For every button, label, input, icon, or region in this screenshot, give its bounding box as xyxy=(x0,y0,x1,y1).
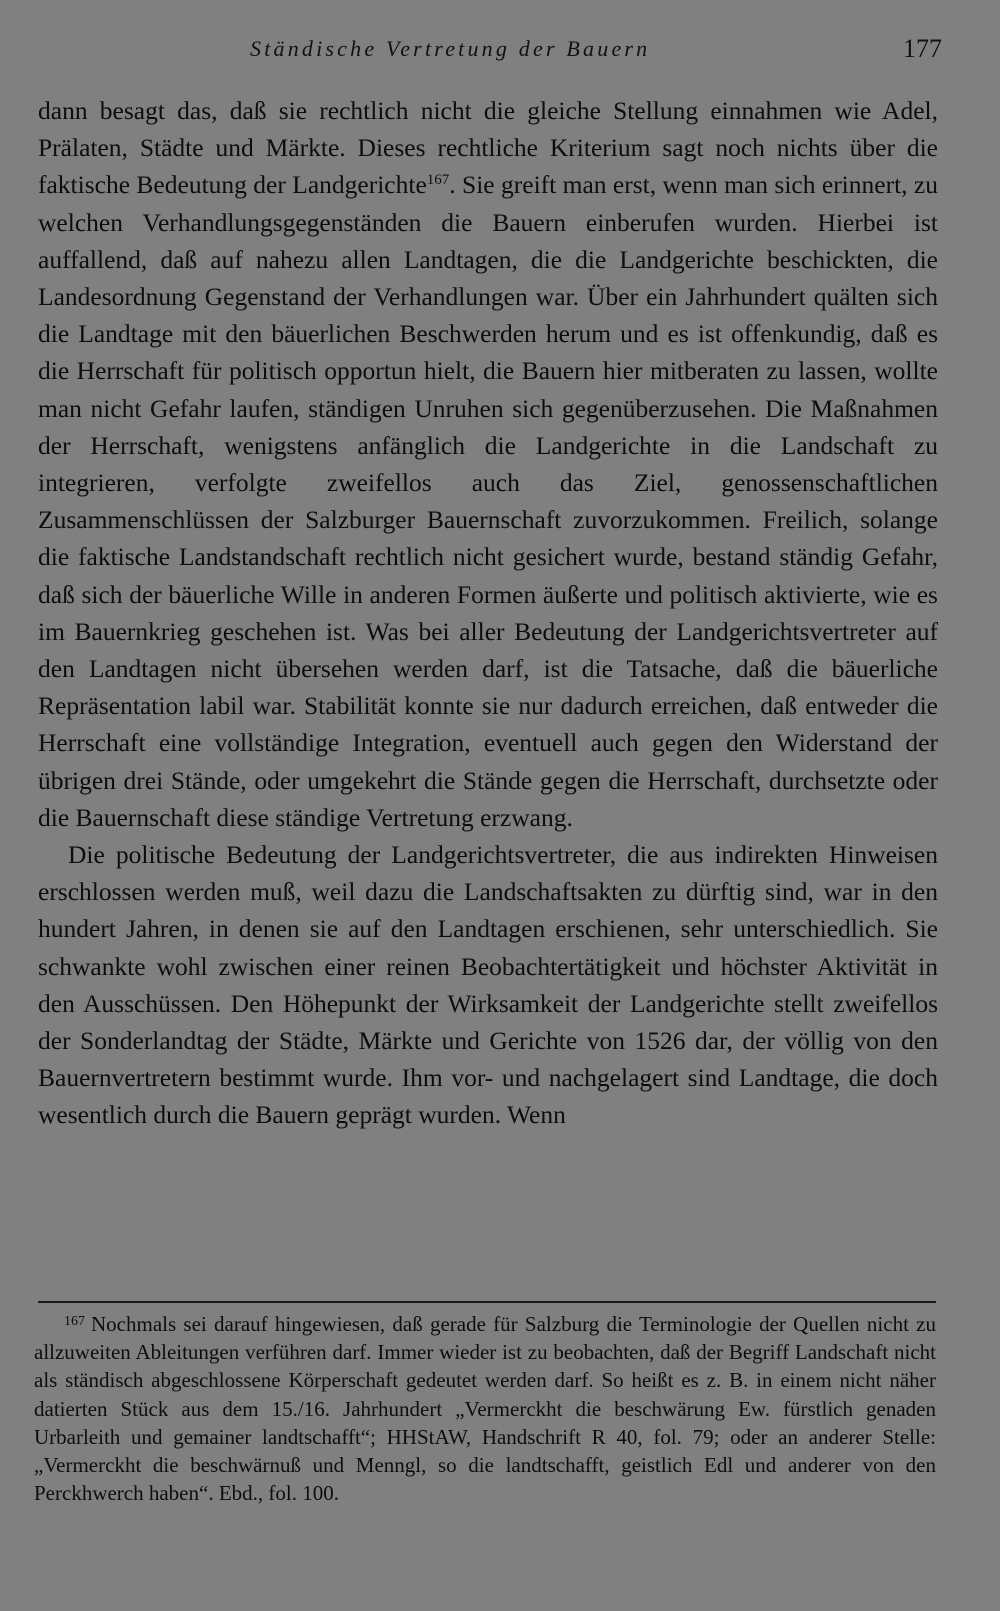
paragraph-1-part-a: dann besagt das, daß sie rechtlich nicht die gleiche Stellung einnahmen wie Adel, Prälaten, Städte und Märkte. Dieses rechtliche Kriterium sagt noch nichts über die faktische Bedeutung der Landgerichte xyxy=(38,96,938,200)
paragraph-1-part-b: . Sie greift man erst, wenn man sich erinnert, zu welchen Verhandlungsgegenständen die Bauern einberufen wurden. Hierbei ist auffallend, daß auf nahezu allen Landtagen, die die Landgerichte beschickten, die Landesordnung Gegenstand der Verhandlungen war. Über ein Jahrhundert quälten sich die Landtage mit den bäuerlichen Beschwerden herum und es ist offenkundig, daß es die Herrschaft für politisch opportun hielt, die Bauern hier mitberaten zu lassen, wollte man nicht Gefahr laufen, ständigen Unruhen sich gegenüberzusehen. Die Maßnahmen der Herrschaft, wenigstens anfänglich die Landgerichte in die Landschaft zu integrieren, verfolgte zweifellos auch das Ziel, genossenschaftlichen Zusammenschlüssen der Salzburger Bauernschaft zuvorzukommen. Freilich, solange die faktische Landstandschaft rechtlich nicht gesichert wurde, bestand ständig Gefahr, daß sich der bäuerliche Wille in anderen Formen äußerte und politisch aktivierte, wie es im Bauernkrieg geschehen ist. Was bei aller Bedeutung der Landgerichtsvertreter auf den Landtagen nicht übersehen werden darf, ist die Tatsache, daß die bäuerliche Repräsentation labil war. Stabilität konnte sie nur dadurch erreichen, daß entweder die Herrschaft eine vollständige Integration, eventuell auch gegen den Widerstand der übrigen drei Stände, oder umgekehrt die Stände gegen die Herrschaft, durchsetzte oder die Bauernschaft diese ständige Vertretung erzwang. xyxy=(38,170,938,832)
page-number: 177 xyxy=(903,34,942,63)
footnote-167 xyxy=(34,1310,936,1507)
paragraph-2: Die politische Bedeutung der Landgerichtsvertreter, die aus indirekten Hinweisen erschlossen werden muß, weil dazu die Landschaftsakten zu dürftig sind, war in den hundert Jahren, in denen sie auf den Landtagen erschienen, sehr unterschiedlich. Sie schwankte wohl zwischen einer reinen Beobachtertätigkeit und höchster Aktivität in den Ausschüssen. Den Höhepunkt der Wirksamkeit der Landgerichte stellt zweifellos der Sonderlandtag der Städte, Märkte und Gerichte von 1526 dar, der völlig von den Bauernvertretern bestimmt wurde. Ihm vor- und nachgelagert sind Landtage, die doch wesentlich durch die Bauern geprägt wurden. Wenn xyxy=(38,840,938,1130)
paragraph-1 xyxy=(38,92,938,836)
footnote-reference[interactable]: 167 xyxy=(426,172,450,189)
main-text xyxy=(38,92,938,1134)
running-title: Ständische Vertretung der Bauern xyxy=(250,36,651,61)
footnote-paragraph xyxy=(34,1310,936,1507)
footnote-text: Nochmals sei darauf hingewiesen, daß gerade für Salzburg die Terminologie der Quellen nicht zu allzuweiten Ableitungen verführen darf. Immer wieder ist zu beobachten, daß der Begriff Landschaft nicht als ständisch abgeschlossene Körperschaft gedeutet werden darf. So heißt es z. B. in einem nicht näher datierten Stück aus dem 15./16. Jahrhundert „Vermerckht die beschwärung Ew. fürstlich genaden Urbarleith und gemainer landtschafft“; HHStAW, Handschrift R 40, fol. 79; oder an anderer Stelle: „Vermerckht die beschwärnuß und Menngl, so die landtschafft, geistlich Edl und anderer von den Perckhwerch haben“. Ebd., fol. 100. xyxy=(34,1312,936,1506)
footnote-number: 167 xyxy=(64,1313,85,1329)
footnote-divider xyxy=(38,1301,936,1303)
